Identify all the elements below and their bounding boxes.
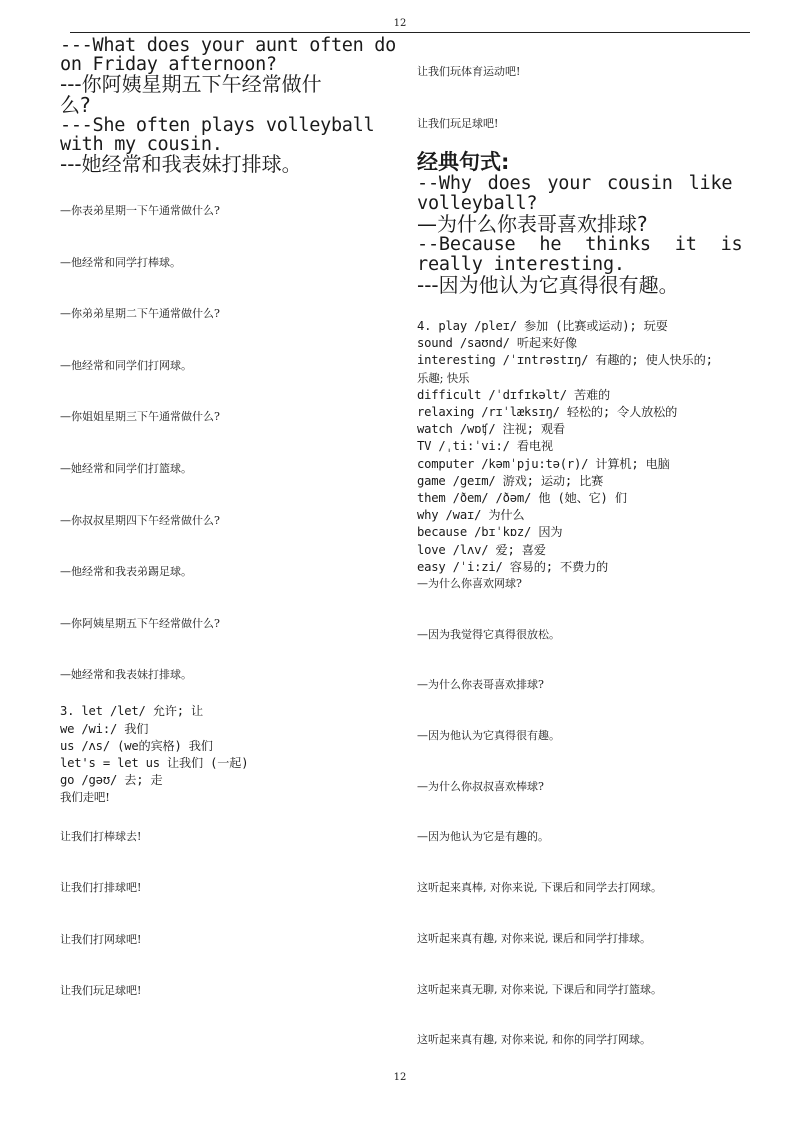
- practice-line: —你阿姨星期五下午经常做什么?: [60, 616, 220, 630]
- practice-line: —他经常和我表弟踢足球。: [60, 565, 192, 579]
- practice-line: —为什么你叔叔喜欢棒球?: [417, 779, 544, 793]
- practice-line: —她经常和我表妹打排球。: [60, 668, 192, 682]
- practice-line: 这听起来真无聊, 对你来说, 下课后和同学打篮球。: [417, 982, 662, 996]
- vocab-line: let's = let us 让我们 (一起): [60, 755, 249, 770]
- dialog-line: --Why does your cousin like: [417, 173, 733, 194]
- vocab-line: because /bɪˈkɒz/ 因为: [417, 525, 563, 540]
- practice-line: —因为我觉得它真得很放松。: [417, 627, 560, 641]
- section-heading: 经典句式:: [417, 150, 510, 174]
- right-lets: [417, 64, 750, 150]
- practice-line: —你叔叔星期四下午经常做什么?: [60, 513, 220, 527]
- practice-line: —为什么你表哥喜欢排球?: [417, 678, 544, 692]
- right-column: [417, 34, 750, 1052]
- practice-line: —她经常和同学们打篮球。: [60, 461, 192, 475]
- vocab-line: them /ðem/ /ðəm/ 他 (她、它) 们: [417, 491, 627, 506]
- practice-line: 这听起来真棒, 对你来说, 下课后和同学去打网球。: [417, 881, 662, 895]
- vocab-line: sound /saʊnd/ 听起来好像: [417, 336, 577, 351]
- left-column: [60, 34, 395, 1003]
- header-rule: [70, 32, 750, 33]
- dialog-line: really interesting.: [417, 254, 625, 275]
- left-lets: [60, 829, 395, 1004]
- practice-line: —他经常和同学打棒球。: [60, 255, 181, 269]
- vocab-line: game /geɪm/ 游戏; 运动; 比赛: [417, 473, 604, 488]
- vocab-line: relaxing /rɪˈlæksɪŋ/ 轻松的; 令人放松的: [417, 405, 678, 420]
- dialog-line: —为什么你表哥喜欢排球?: [417, 212, 648, 236]
- dialog-line: volleyball?: [417, 193, 538, 214]
- page-number-top: 12: [393, 18, 407, 29]
- vocab-line: easy /ˈi:zi/ 容易的; 不费力的: [417, 559, 608, 574]
- right-vocab: [417, 318, 750, 576]
- practice-line: 这听起来真有趣, 对你来说, 课后和同学打排球。: [417, 931, 651, 945]
- left-dialog: [60, 36, 395, 175]
- vocab-line: watch /wɒʧ/ 注视; 观看: [417, 422, 565, 437]
- left-vocab: [60, 703, 395, 806]
- dialog-line: ---你阿姨星期五下午经常做什: [60, 72, 322, 96]
- lets-line: 让我们玩体育运动吧!: [417, 65, 521, 78]
- dialog-line: 么?: [60, 93, 91, 117]
- vocab-line: computer /kəmˈpju:tə(r)/ 计算机; 电脑: [417, 456, 670, 471]
- dialog-line: ---She often plays volleyball: [60, 115, 375, 136]
- lets-line: 让我们打网球吧!: [60, 932, 142, 946]
- practice-line: —你姐姐星期三下午通常做什么?: [60, 410, 220, 424]
- dialog-line: on Friday afternoon?: [60, 54, 277, 75]
- practice-line: —为什么你喜欢网球?: [417, 577, 522, 591]
- vocab-line: 我们走吧!: [60, 790, 110, 805]
- practice-line: —你表弟星期一下午通常做什么?: [60, 204, 220, 217]
- practice-line: —你弟弟星期二下午通常做什么?: [60, 307, 220, 321]
- dialog-line: ---她经常和我表妹打排球。: [60, 152, 302, 176]
- dialog-line: ---因为他认为它真得很有趣。: [417, 273, 679, 297]
- lets-line: 让我们打棒球去!: [60, 829, 142, 843]
- practice-line: —因为他认为它是有趣的。: [417, 830, 549, 844]
- page-number-bottom: 12: [393, 1072, 407, 1083]
- vocab-line: 乐趣; 快乐: [417, 370, 470, 385]
- left-practice: [60, 203, 395, 703]
- right-dialog: [417, 174, 750, 296]
- vocab-line: us /ʌs/ (we的宾格) 我们: [60, 738, 213, 753]
- vocab-line: 4. play /pleɪ/ 参加 (比赛或运动); 玩耍: [417, 319, 668, 333]
- lets-line: 让我们玩足球吧!: [417, 117, 499, 130]
- vocab-line: why /waɪ/ 为什么: [417, 508, 525, 523]
- vocab-line: love /lʌv/ 爱; 喜爱: [417, 542, 546, 557]
- dialog-line: with my cousin.: [60, 134, 223, 155]
- practice-line: —因为他认为它真得很有趣。: [417, 729, 560, 743]
- vocab-line: interesting /ˈɪntrəstɪŋ/ 有趣的; 使人快乐的;: [417, 353, 713, 368]
- lets-line: 让我们打排球吧!: [60, 881, 142, 895]
- practice-line: —他经常和同学们打网球。: [60, 358, 192, 372]
- vocab-line: TV /ˌti:ˈvi:/ 看电视: [417, 439, 553, 454]
- right-practice: [417, 576, 750, 1052]
- vocab-line: difficult /ˈdɪfɪkəlt/ 苦难的: [417, 387, 610, 402]
- practice-line: 这听起来真有趣, 对你来说, 和你的同学打网球。: [417, 1033, 651, 1047]
- vocab-line: go /gəʊ/ 去; 走: [60, 773, 163, 788]
- dialog-line: ---What does your aunt often do: [60, 35, 396, 56]
- vocab-line: we /wi:/ 我们: [60, 721, 149, 736]
- vocab-line: 3. let /let/ 允许; 让: [60, 704, 204, 719]
- dialog-line: --Because he thinks it is: [417, 234, 743, 255]
- lets-line: 让我们玩足球吧!: [60, 984, 142, 998]
